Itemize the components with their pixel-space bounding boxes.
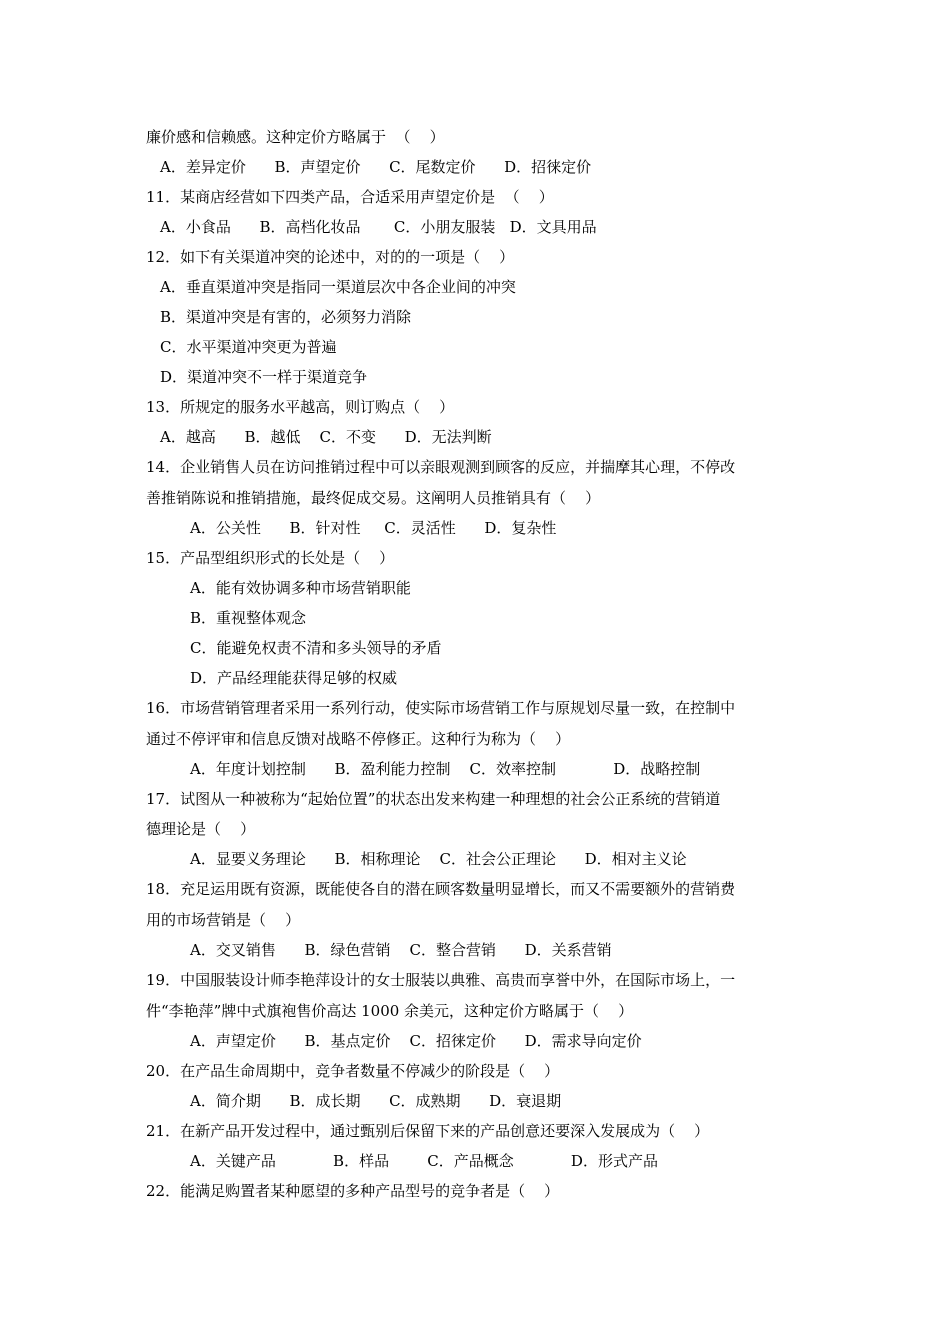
options-line: A．小食品 B．高档化妆品 C．小朋友服装 D．文具用品 [160,218,597,236]
question-line: 12．如下有关渠道冲突的论述中，对的的一项是（ ） [146,248,515,266]
question-line: 14．企业销售人员在访问推销过程中可以亲眼观测到顾客的反应，并揣摩其心理，不停改 [146,458,736,476]
options-line: A．年度计划控制 B．盈利能力控制 C．效率控制 D．战略控制 [190,760,701,778]
options-line: A．公关性 B．针对性 C．灵活性 D．复杂性 [190,519,557,537]
options-line: A．交叉销售 B．绿色营销 C．整合营销 D．关系营销 [190,941,612,959]
question-line: 22．能满足购置者某种愿望的多种产品型号的竞争者是（ ） [146,1182,560,1200]
question-line: 18．充足运用既有资源，既能使各自的潜在顾客数量明显增长，而又不需要额外的营销费 [146,880,736,898]
option-line: B．渠道冲突是有害的，必须努力消除 [160,308,412,326]
options-line: A．声望定价 B．基点定价 C．招徕定价 D．需求导向定价 [190,1032,642,1050]
options-line: A．差异定价 B．声望定价 C．尾数定价 D．招徕定价 [160,158,592,176]
question-line: 13．所规定的服务水平越高，则订购点（ ） [146,398,455,416]
question-line: 善推销陈说和推销措施，最终促成交易。这阐明人员推销具有（ ） [146,489,601,507]
question-line: 通过不停评审和信息反馈对战略不停修正。这种行为称为（ ） [146,730,571,748]
options-line: A．简介期 B．成长期 C．成熟期 D．衰退期 [190,1092,562,1110]
question-line: 16．市场营销管理者采用一系列行动，使实际市场营销工作与原规划尽量一致，在控制中 [146,699,736,717]
question-line: 德理论是（ ） [146,820,256,838]
option-line: A．垂直渠道冲突是指同一渠道层次中各企业间的冲突 [160,278,516,296]
options-line: A．显要义务理论 B．相称理论 C．社会公正理论 D．相对主义论 [190,850,687,868]
options-line: A．关键产品 B．样品 C．产品概念 D．形式产品 [190,1152,658,1170]
option-line: D．产品经理能获得足够的权威 [190,669,398,687]
text-line: 廉价感和信赖感。这种定价方略属于 （ ） [146,128,445,146]
question-line: 用的市场营销是（ ） [146,911,301,929]
question-line: 件“李艳萍”牌中式旗袍售价高达 1000 余美元，这种定价方略属于（ ） [146,1002,634,1020]
options-line: A．越高 B．越低 C．不变 D．无法判断 [160,428,492,446]
option-line: A．能有效协调多种市场营销职能 [190,579,411,597]
question-line: 19．中国服装设计师李艳萍设计的女士服装以典雅、高贵而享誉中外，在国际市场上，一 [146,971,736,989]
option-line: C．水平渠道冲突更为普遍 [160,338,337,356]
question-line: 15．产品型组织形式的长处是（ ） [146,549,395,567]
option-line: D．渠道冲突不一样于渠道竞争 [160,368,368,386]
question-line: 20．在产品生命周期中，竞争者数量不停减少的阶段是（ ） [146,1062,560,1080]
question-line: 11．某商店经营如下四类产品，合适采用声望定价是 （ ） [146,188,554,206]
option-line: C．能避免权责不清和多头领导的矛盾 [190,639,442,657]
question-line: 21．在新产品开发过程中，通过甄别后保留下来的产品创意还要深入发展成为（ ） [146,1122,710,1140]
question-line: 17．试图从一种被称为“起始位置”的状态出发来构建一种理想的社会公正系统的营销道 [146,790,721,808]
option-line: B．重视整体观念 [190,609,307,627]
